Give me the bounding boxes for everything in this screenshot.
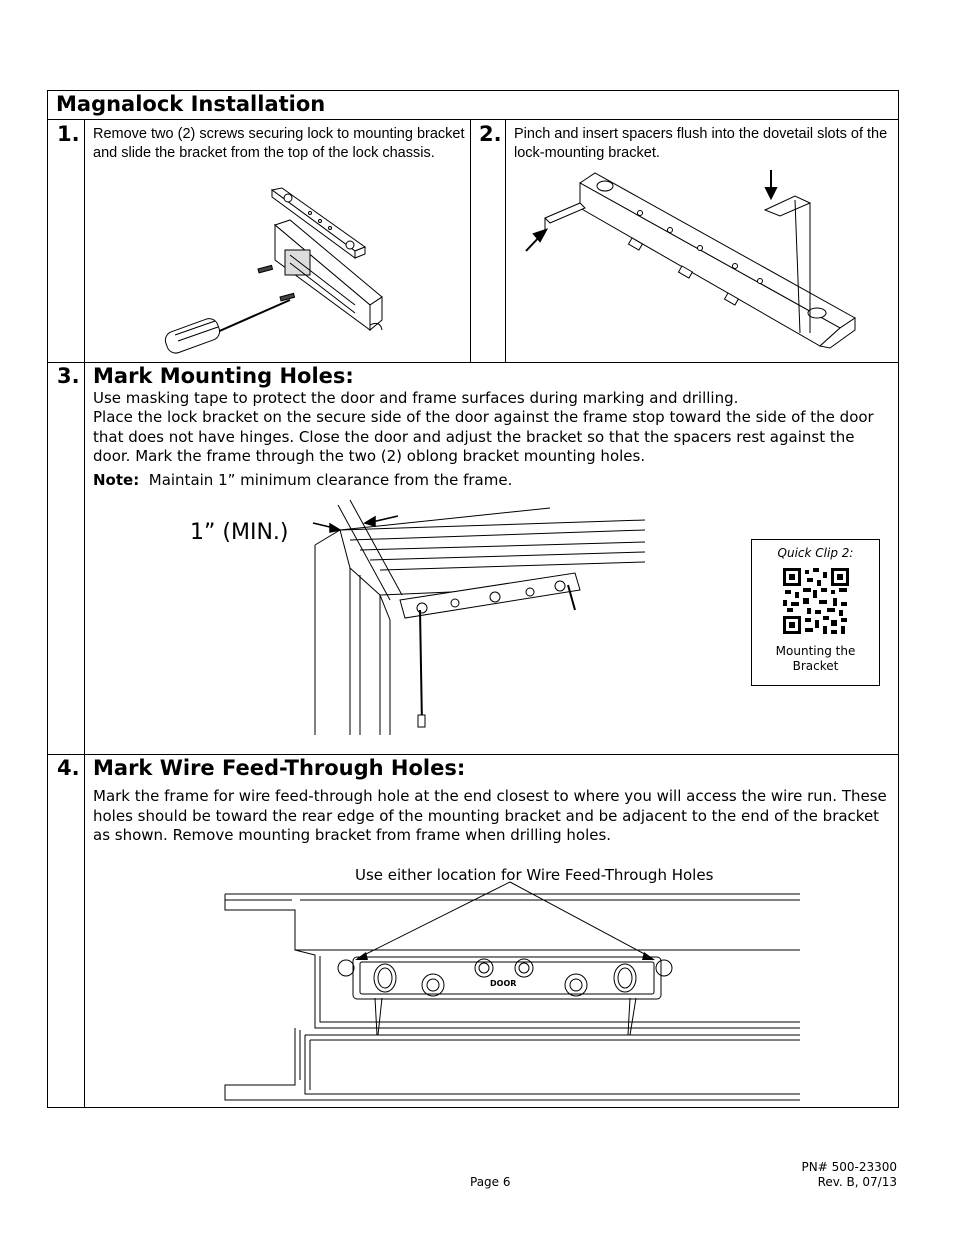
quick-clip-box bbox=[751, 539, 880, 686]
door-label: DOOR bbox=[490, 979, 517, 988]
step3-number: 3. bbox=[57, 364, 80, 388]
step2-text: Pinch and insert spacers flush into the dovetail slots of the lock-mounting bracket. bbox=[514, 126, 888, 161]
step4-number: 4. bbox=[57, 756, 80, 780]
step1-step2-divider bbox=[470, 119, 471, 363]
note-label: Note: bbox=[93, 471, 140, 489]
step3-illustration bbox=[310, 500, 650, 740]
step3-paragraph-2: Place the lock bracket on the secure side of the door against the frame stop toward the side of the door that does not have hinges. Close the door and adjust the bracket so that the spacers rest against the door. Mark the frame through the two (2) oblong bracket mounting holes. bbox=[93, 408, 874, 465]
page-number: Page 6 bbox=[470, 1175, 511, 1189]
quick-clip-title: Quick Clip 2: bbox=[777, 546, 854, 560]
step3-paragraph-1: Use masking tape to protect the door and frame surfaces during marking and drilling. bbox=[93, 389, 739, 407]
dimension-label: 1” (MIN.) bbox=[190, 520, 289, 545]
step1-text: Remove two (2) screws securing lock to mounting bracket and slide the bracket from the top of the lock chassis. bbox=[93, 126, 465, 161]
title-divider bbox=[47, 119, 899, 120]
step2-number-divider bbox=[505, 119, 506, 363]
step2-number: 2. bbox=[479, 122, 502, 146]
part-number: PN# 500-23300 bbox=[801, 1160, 897, 1174]
section-title: Magnalock Installation bbox=[56, 92, 326, 116]
step4-heading: Mark Wire Feed-Through Holes: bbox=[93, 756, 466, 780]
step4-callout: Use either location for Wire Feed-Through Holes bbox=[355, 866, 714, 884]
revision: Rev. B, 07/13 bbox=[817, 1175, 897, 1189]
number-column-divider bbox=[84, 119, 85, 1108]
step3-heading: Mark Mounting Holes: bbox=[93, 364, 354, 388]
note-text: Maintain 1” minimum clearance from the frame. bbox=[148, 471, 513, 489]
quick-clip-caption: Mounting the Bracket bbox=[775, 644, 856, 673]
step4-illustration bbox=[220, 880, 805, 1105]
row-divider-1 bbox=[47, 362, 899, 363]
row-divider-2 bbox=[47, 754, 899, 755]
qr-code-icon[interactable] bbox=[783, 568, 849, 634]
step2-illustration bbox=[520, 168, 860, 353]
step3-note bbox=[93, 471, 793, 491]
step1-illustration bbox=[160, 185, 390, 360]
step1-number: 1. bbox=[57, 122, 80, 146]
step4-paragraph: Mark the frame for wire feed-through hole at the end closest to where you will access the wire run. These holes should be toward the rear edge of the mounting bracket and be adjacent to the end of the bracket as shown. Remove mounting bracket from frame when drilling holes. bbox=[93, 787, 887, 844]
